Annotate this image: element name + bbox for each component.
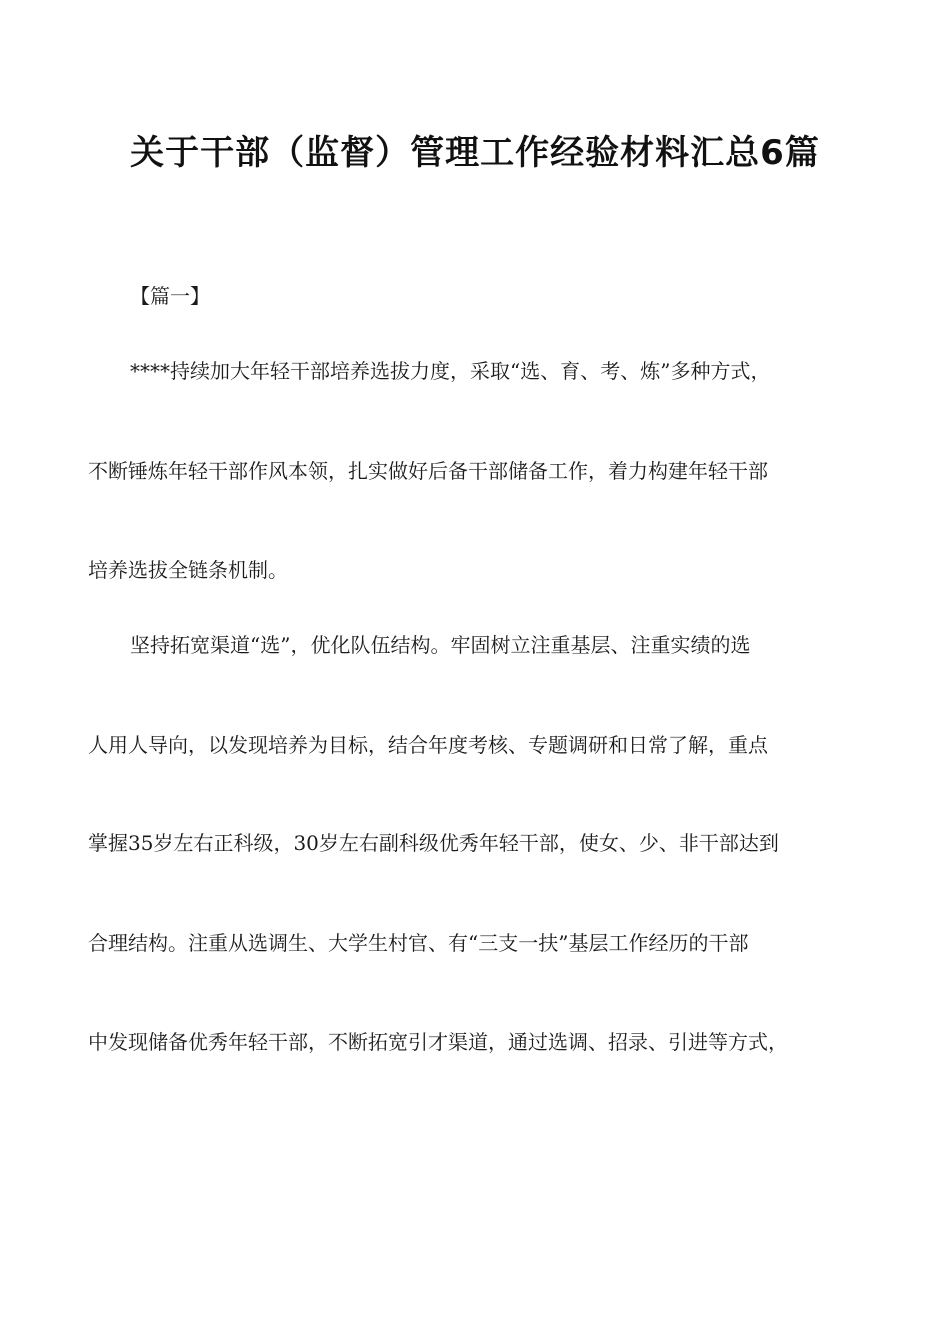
paragraph-line: ****持续加大年轻干部培养选拔力度，采取“选、育、考、炼”多种方式，	[130, 359, 771, 383]
paragraph-line: 不断锤炼年轻干部作风本领，扎实做好后备干部储备工作，着力构建年轻干部	[88, 459, 768, 483]
paragraph-line: 掌握35岁左右正科级，30岁左右副科级优秀年轻干部，使女、少、非干部达到	[88, 831, 779, 855]
paragraph-line: 培养选拔全链条机制。	[88, 558, 288, 582]
document-title: 关于干部（监督）管理工作经验材料汇总6篇	[130, 133, 820, 173]
paragraph-line: 中发现储备优秀年轻干部，不断拓宽引才渠道，通过选调、招录、引进等方式，	[88, 1030, 788, 1054]
section-label: 【篇一】	[130, 284, 210, 308]
paragraph-line: 合理结构。注重从选调生、大学生村官、有“三支一扶”基层工作经历的干部	[88, 931, 749, 955]
paragraph-line: 人用人导向，以发现培养为目标，结合年度考核、专题调研和日常了解，重点	[88, 733, 768, 757]
paragraph-line: 坚持拓宽渠道“选”，优化队伍结构。牢固树立注重基层、注重实绩的选	[130, 633, 751, 657]
